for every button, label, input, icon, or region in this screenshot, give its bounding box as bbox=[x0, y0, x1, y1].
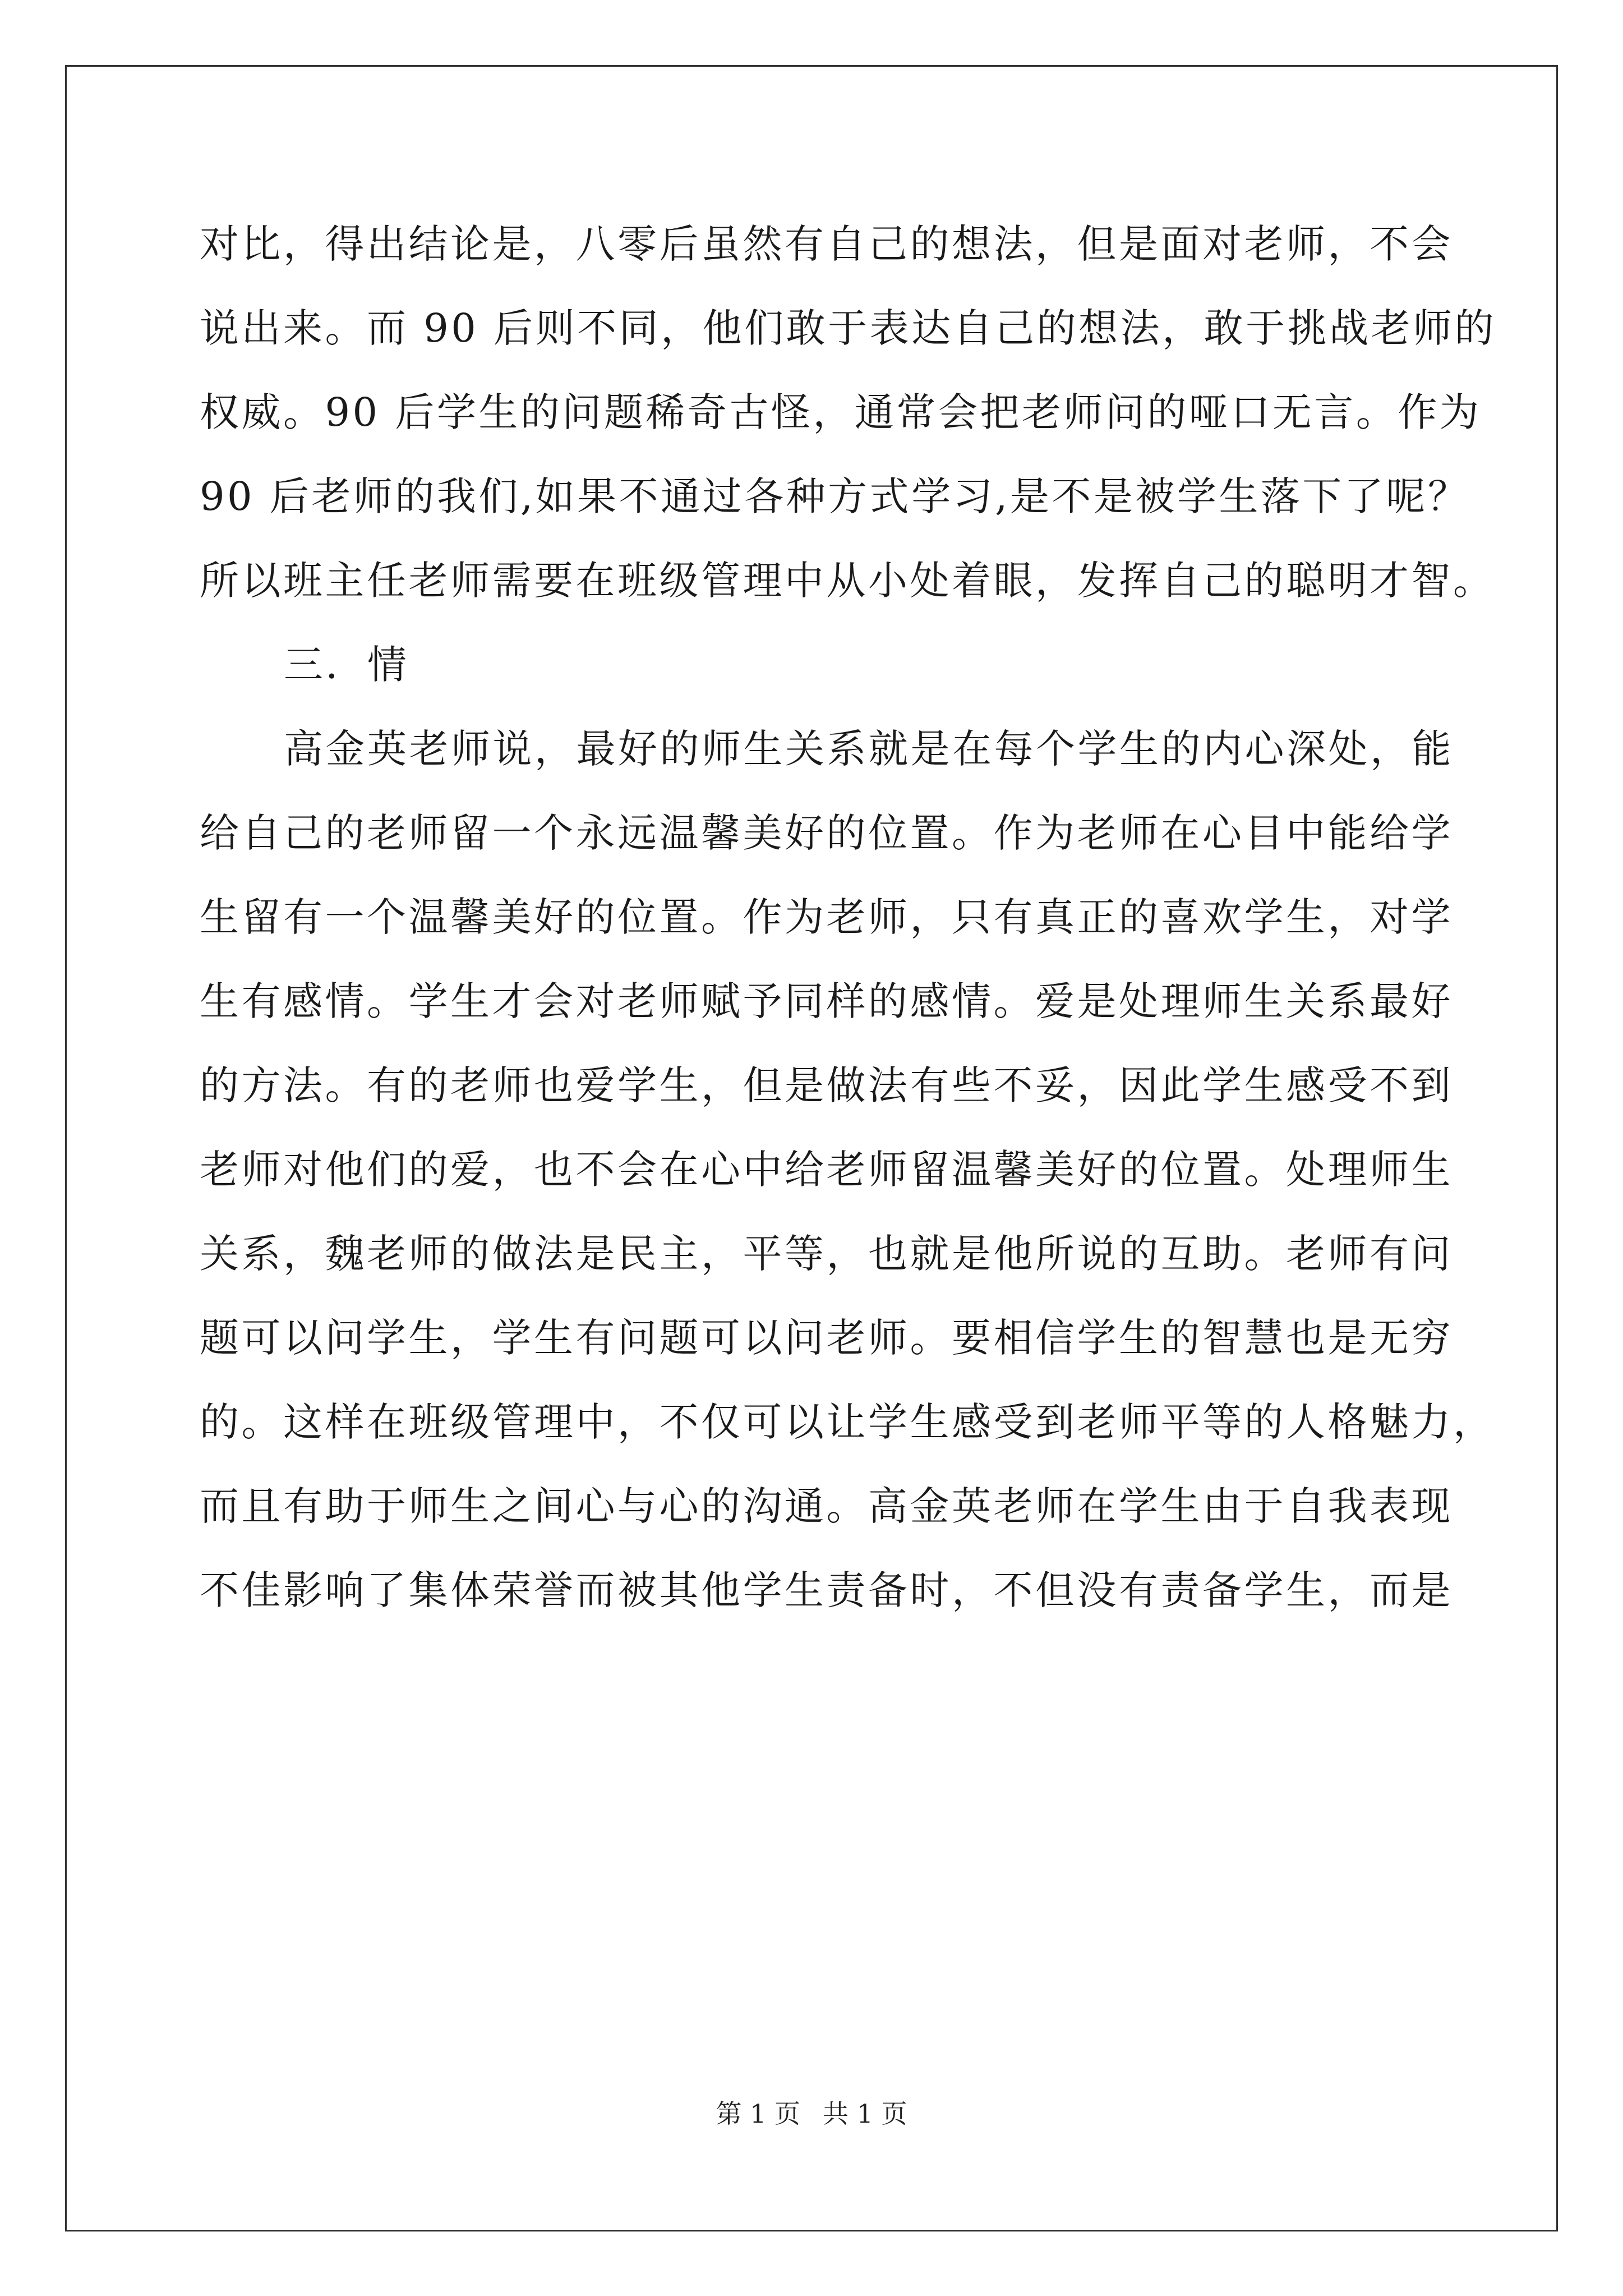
text-line: 对比，得出结论是，八零后虽然有自己的想法，但是面对老师，不会 bbox=[200, 221, 1453, 267]
text-line: 的。这样在班级管理中，不仅可以让学生感受到老师平等的人格魅力， bbox=[200, 1399, 1495, 1445]
text-line: 不佳影响了集体荣誉而被其他学生责备时，不但没有责备学生，而是 bbox=[200, 1567, 1453, 1613]
text-line: 给自己的老师留一个永远温馨美好的位置。作为老师在心目中能给学 bbox=[200, 810, 1453, 856]
text-line: 而且有助于师生之间心与心的沟通。高金英老师在学生由于自我表现 bbox=[200, 1483, 1453, 1529]
page-total: 共 1 页 bbox=[823, 2099, 907, 2129]
text-line: 说出来。而 90 后则不同，他们敢于表达自己的想法，敢于挑战老师的 bbox=[200, 305, 1497, 351]
text-line: 生留有一个温馨美好的位置。作为老师，只有真正的喜欢学生，对学 bbox=[200, 894, 1453, 940]
text-line: 高金英老师说，最好的师生关系就是在每个学生的内心深处，能 bbox=[284, 726, 1454, 772]
section-heading: 三．情 bbox=[284, 642, 409, 688]
text-line: 权威。90 后学生的问题稀奇古怪，通常会把老师问的哑口无言。作为 bbox=[200, 389, 1482, 435]
page-footer bbox=[0, 2097, 1623, 2131]
text-line: 题可以问学生，学生有问题可以问老师。要相信学生的智慧也是无穷 bbox=[200, 1315, 1453, 1361]
page-number: 第 1 页 bbox=[716, 2099, 800, 2129]
text-line: 老师对他们的爱，也不会在心中给老师留温馨美好的位置。处理师生 bbox=[200, 1147, 1453, 1193]
text-line: 90 后老师的我们,如果不通过各种方式学习,是不是被学生落下了呢？ bbox=[200, 473, 1470, 519]
text-line: 关系，魏老师的做法是民主，平等，也就是他所说的互助。老师有问 bbox=[200, 1231, 1453, 1277]
text-line: 所以班主任老师需要在班级管理中从小处着眼，发挥自己的聪明才智。 bbox=[200, 558, 1495, 604]
text-line: 生有感情。学生才会对老师赋予同样的感情。爱是处理师生关系最好 bbox=[200, 978, 1453, 1024]
text-line: 的方法。有的老师也爱学生，但是做法有些不妥，因此学生感受不到 bbox=[200, 1062, 1453, 1108]
